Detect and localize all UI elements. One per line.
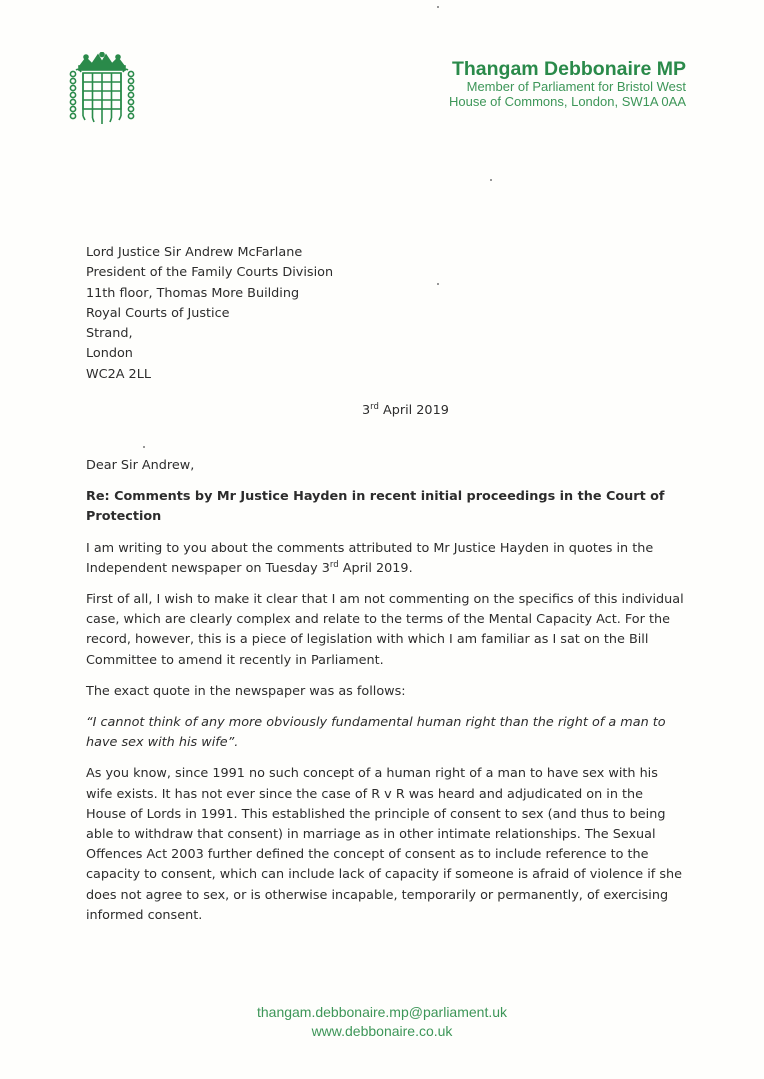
paragraph-1-end: April 2019. — [338, 560, 413, 576]
date-day: 3 — [362, 403, 371, 418]
paragraph-2: First of all, I wish to make it clear that I am not commenting on the specifics of this individual case, which are clearly complex and relate to the terms of the Mental Capacity Act. For the record, however, this is a piece of legislation with which I am familiar as I sat on the Bill Committee to amend it recently in Parliament. — [86, 592, 684, 668]
date-suffix: rd — [370, 402, 379, 412]
letter-body — [86, 456, 686, 937]
recipient-line: London — [86, 346, 133, 362]
recipient-address — [86, 243, 333, 385]
recipient-line: President of the Family Courts Division — [86, 265, 334, 281]
recipient-line: Lord Justice Sir Andrew McFarlane — [86, 245, 303, 260]
mp-address: House of Commons, London, SW1A 0AA — [448, 93, 686, 109]
portcullis-icon — [66, 52, 138, 128]
paragraph-4: As you know, since 1991 no such concept of a human right of a man to have sex with his wife exists. It has not ever since the case of R v R was heard and adjudicated on in the House of Lords in 1991. This established the principle of consent to sex (and thus to being able to withdraw that consent) in marriage as in other intimate relationships. The Sexual Offences Act 2003 further defined the concept of consent as to include reference to the capacity to consent, which can include lack of capacity if someone is afraid of violence if she does not agree to sex, or is otherwise incapable, temporarily or permanently, of exercising informed consent. — [86, 766, 683, 923]
letterhead — [449, 58, 686, 109]
recipient-line: 11th floor, Thomas More Building — [86, 285, 300, 301]
date-rest: April 2019 — [378, 403, 449, 418]
letter-date — [362, 402, 449, 420]
paragraph-1-sup: rd — [329, 559, 339, 570]
paragraph-1-text: I am writing to you about the comments attributed to Mr Justice Hayden in quotes in the Independent newspaper on Tuesday 3 — [86, 540, 654, 576]
recipient-line: WC2A 2LL — [86, 366, 151, 382]
mp-role: Member of Parliament for Bristol West — [466, 79, 686, 94]
scan-speck — [437, 6, 439, 8]
paragraph-3: The exact quote in the newspaper was as follows: — [86, 683, 406, 699]
scan-speck — [143, 446, 145, 448]
paragraph-1 — [86, 539, 686, 579]
salutation: Dear Sir Andrew, — [86, 458, 195, 473]
recipient-line: Royal Courts of Justice — [86, 305, 230, 321]
scan-speck — [437, 283, 439, 285]
subject-line: Re: Comments by Mr Justice Hayden in recent initial proceedings in the Court of Protection — [86, 489, 665, 525]
mp-name: Thangam Debbonaire MP — [451, 58, 686, 80]
footer-website: www.debbonaire.co.uk — [311, 1023, 453, 1039]
footer-email: thangam.debbonaire.mp@parliament.uk — [256, 1004, 508, 1020]
scan-speck — [490, 179, 492, 181]
recipient-line: Strand, — [86, 326, 133, 342]
footer — [0, 1003, 764, 1041]
quote: “I cannot think of any more obviously fundamental human right than the right of a man to have sex with his wife”. — [86, 715, 666, 751]
